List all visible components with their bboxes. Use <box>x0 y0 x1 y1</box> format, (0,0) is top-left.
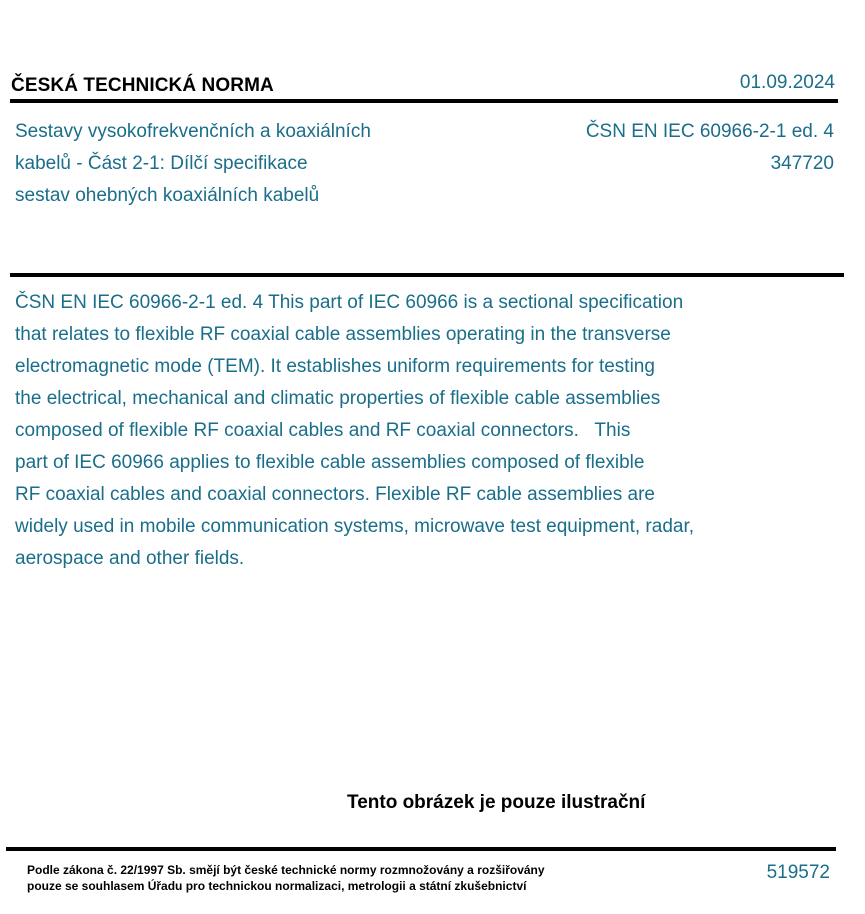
abstract-line: that relates to flexible RF coaxial cable assemblies operating in the transverse <box>15 324 671 345</box>
standard-identifier <box>586 116 834 180</box>
footer-divider <box>6 847 836 851</box>
document-title <box>15 116 475 212</box>
classification-code: 347720 <box>770 153 834 174</box>
section-divider <box>10 273 844 277</box>
abstract-line: composed of flexible RF coaxial cables and RF coaxial connectors. This <box>15 420 631 441</box>
abstract-line: electromagnetic mode (TEM). It establishes uniform requirements for testing <box>15 356 655 377</box>
standard-number: ČSN EN IEC 60966-2-1 ed. 4 <box>585 121 834 142</box>
legal-notice-line: pouze se souhlasem Úřadu pro technickou normalizaci, metrologii a státní zkušebnictví <box>27 879 527 893</box>
legal-notice-line: Podle zákona č. 22/1997 Sb. smějí být české technické normy rozmnožovány a rozšiřovány <box>27 863 545 877</box>
abstract-line: the electrical, mechanical and climatic properties of flexible cable assemblies <box>15 388 661 409</box>
publication-date: 01.09.2024 <box>739 72 835 93</box>
document-title-line: sestav ohebných koaxiálních kabelů <box>15 185 320 206</box>
abstract-line: aerospace and other fields. <box>15 548 245 569</box>
abstract-line: RF coaxial cables and coaxial connectors. Flexible RF cable assemblies are <box>15 484 655 505</box>
document-id: 519572 <box>766 862 830 883</box>
legal-notice <box>27 862 545 894</box>
norm-header-title: ČESKÁ TECHNICKÁ NORMA <box>11 75 274 96</box>
illustration-notice: Tento obrázek je pouze ilustrační <box>347 792 646 813</box>
abstract-line: part of IEC 60966 applies to flexible cable assemblies composed of flexible <box>15 452 645 473</box>
document-title-line: Sestavy vysokofrekvenčních a koaxiálních <box>15 121 371 142</box>
abstract <box>15 287 815 575</box>
abstract-line: ČSN EN IEC 60966-2-1 ed. 4 This part of IEC 60966 is a sectional specification <box>15 292 684 313</box>
abstract-line: widely used in mobile communication systems, microwave test equipment, radar, <box>15 516 695 537</box>
document-title-line: kabelů - Část 2-1: Dílčí specifikace <box>15 153 308 174</box>
header-divider <box>10 99 838 103</box>
